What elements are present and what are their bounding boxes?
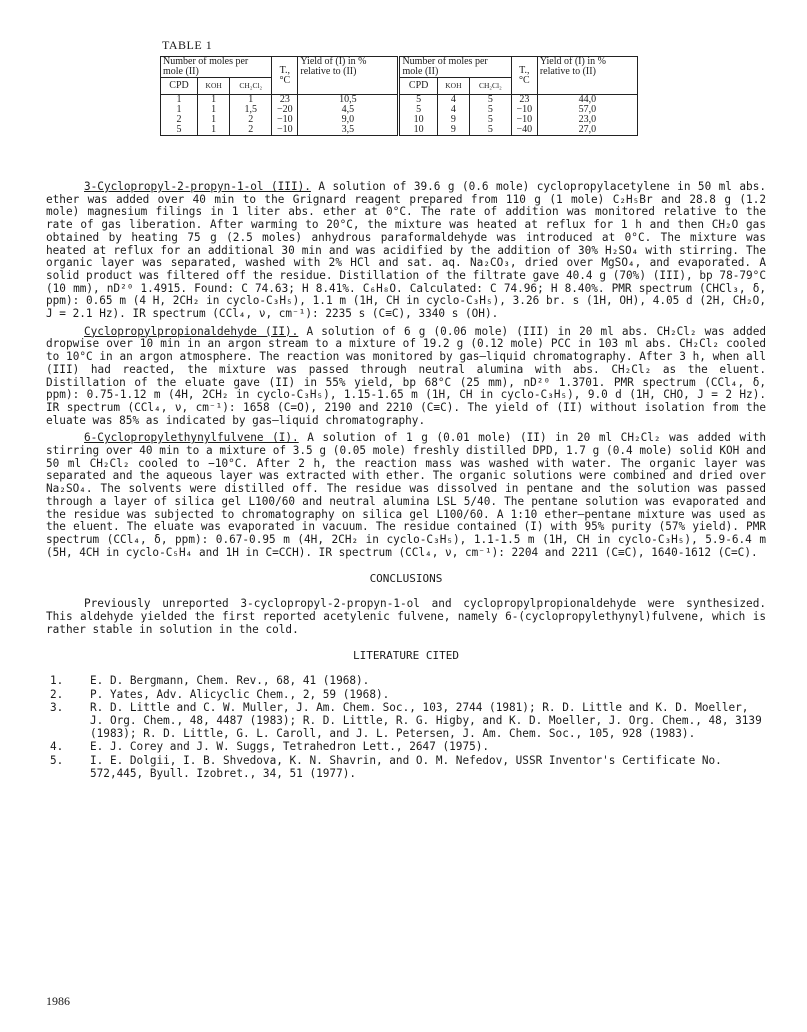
- table-cell: 57,0: [537, 105, 637, 115]
- section-text: A solution of 1 g (0.01 mole) (II) in 20 ml CH₂Cl₂ was added with stirring over 40 min to a mixture of 3.5 g (0.05 mole) freshly distilled DPD, 1.7 g (0.4 mole) solid KOH and 50 ml CH₂Cl₂ cooled to −10°C. After 2 h, the reaction mass was washed with water. The organic layer was separated and the aqueous layer was extracted with ether. The organic solutions were combined and dried over Na₂SO₄. The solvents were distilled off. The residue was dissolved in pentane and the solution was passed through a layer of silica gel L100/60 and neutral alumina LSL 5/40. The pentane solution was evaporated and the residue was subjected to chromatography on silica gel L100/60. A 1:10 ether–pentane mixture was used as the eluent. The eluate was evaporated in vacuum. The residue contained (I) with 95% purity (57% yield). PMR spectrum (CCl₄, δ, ppm): 0.67-0.95 m (4H, 2CH₂ in cyclo-C₃H₅), 1.1-1.5 m (1H, CH in cyclo-C₃H₅), 5.9-6.4 m (5H, 4CH in cyclo-C₅H₄ and 1H in C=CCH). IR spectrum (CCl₄, ν, cm⁻¹): 2204 and 2211 (C≡C), 1640-1612 (C=C).: [46, 431, 766, 559]
- table-cell: 10: [399, 125, 437, 136]
- table-cell: 5: [399, 105, 437, 115]
- reference-item: [46, 702, 766, 740]
- yield-header-right: Yield of (I) in % relative to (II): [537, 57, 637, 95]
- table-cell: 9,0: [298, 115, 399, 125]
- reference-text: P. Yates, Adv. Alicyclic Chem., 2, 59 (1968).: [90, 687, 390, 701]
- literature-heading: LITERATURE CITED: [353, 649, 459, 663]
- cpd-header-right: CPD: [399, 78, 437, 95]
- reference-text: E. J. Corey and J. W. Suggs, Tetrahedron Lett., 2647 (1975).: [90, 740, 490, 754]
- reference-item: [46, 741, 766, 754]
- conclusions-heading: CONCLUSIONS: [369, 572, 443, 586]
- table-caption: TABLE 1: [162, 38, 213, 52]
- section-title: 3-Cyclopropyl-2-propyn-1-ol (III).: [84, 180, 311, 193]
- table-cell: 1: [198, 95, 230, 106]
- table-cell: 1: [161, 105, 198, 115]
- temp-header-right: T., °C: [511, 57, 537, 95]
- table-cell: 27,0: [537, 125, 637, 136]
- table-cell: 5: [161, 125, 198, 136]
- table-cell: 2: [161, 115, 198, 125]
- reference-number: 2.: [50, 687, 64, 701]
- table-row: [161, 105, 638, 115]
- table-cell: 23,0: [537, 115, 637, 125]
- section-text: A solution of 6 g (0.06 mole) (III) in 20 ml abs. CH₂Cl₂ was added dropwise over 10 min in an argon stream to a mixture of 19.2 g (0.12 mole) PCC in 103 ml abs. CH₂Cl₂ cooled to 10°C in an argon atmosphere. The reaction was monitored by gas–liquid chromatography. After 3 h, when all (III) had reacted, the mixture was passed through neutral alumina with abs. CH₂Cl₂ as the eluent. Distillation of the eluate gave (II) in 55% yield, bp 68°C (25 mm), nD²⁰ 1.3701. PMR spectrum (CCl₄, δ, ppm): 0.75-1.12 m (4H, 2CH₂ in cyclo-C₃H₅), 1.15-1.65 m (1H, CH in cyclo-C₃H₅), 9.0 d (1H, CHO, J = 2 Hz). IR spectrum (CCl₄, ν, cm⁻¹): 1658 (C=O), 2190 and 2210 (C≡C). The yield of (II) without isolation from the eluate was 85% as indicated by gas–liquid chromatography.: [46, 324, 767, 427]
- table-cell: 23: [511, 95, 537, 106]
- table-cell: 5: [469, 125, 511, 136]
- reference-item: [46, 675, 766, 688]
- section-title: 6-Cyclopropylethynylfulvene (I).: [84, 431, 299, 445]
- table-row: [161, 115, 638, 125]
- reference-item: [46, 689, 766, 702]
- moles-group-header-left: Number of moles per mole (II): [161, 57, 272, 78]
- table-cell: 1: [198, 105, 230, 115]
- table-cell: 3,5: [298, 125, 399, 136]
- results-table: [160, 56, 638, 136]
- table-cell: 9: [437, 115, 469, 125]
- table-row: [161, 125, 638, 136]
- reference-number: 5.: [50, 754, 64, 768]
- reference-text: R. D. Little and C. W. Muller, J. Am. Chem. Soc., 103, 2744 (1981); R. D. Little and K. D. Moeller, J. Org. Chem., 48, 4487 (1983); R. D. Little, R. G. Higby, and K. D. Moeller, J. Org. Chem., 48, 3139 (1983); R. D. Little, G. L. Caroll, and J. L. Petersen, J. Am. Chem. Soc., 105, 928 (1983).: [90, 701, 762, 740]
- koh-header-right: KOH: [437, 78, 469, 95]
- cpd-header-left: CPD: [161, 78, 198, 95]
- reference-list: [46, 675, 766, 781]
- section-paragraph: [46, 432, 766, 559]
- table-cell: −10: [272, 125, 298, 136]
- table-cell: 44,0: [537, 95, 637, 106]
- table-cell: 1: [198, 125, 230, 136]
- table-cell: 10: [399, 115, 437, 125]
- yield-header-left: Yield of (I) in % relative to (II): [298, 57, 399, 95]
- ch2cl2-header-left: CH₂Cl₂: [230, 78, 272, 95]
- table-cell: 4: [437, 95, 469, 106]
- table-cell: −10: [511, 105, 537, 115]
- table-cell: 2: [230, 115, 272, 125]
- section-text: A solution of 39.6 g (0.6 mole) cyclopropylacetylene in 50 ml abs. ether was added over 40 min to the Grignard reagent prepared from 110 g (1 mole) C₂H₅Br and 28.8 g (1.2 mole) magnesium filings in 1 liter abs. ether at 0°C. The rate of addition was monitored relative to the rate of gas liberation. After warming to 20°C, the mixture was heated at reflux for 1 h and then CH₂O gas obtained by heating 75 g (2.5 moles) anhydrous paraformaldehyde was introduced at 0°C. The mixture was heated at reflux for an additional 30 min and was acidified by the addition of 30% H₂SO₄ with stirring. The organic layer was separated, washed with 2% HCl and sat. aq. Na₂CO₃, dried over MgSO₄, and evaporated. A solid product was filtered off the residue. Distillation of the filtrate gave 40.4 g (70%) (III), bp 78-79°C (10 mm), nD²⁰ 1.4915. Found: C 74.63; H 8.41%. C₆H₈O. Calculated: C 74.96; H 8.40%. PMR spectrum (CHCl₃, δ, ppm): 0.65 m (4 H, 2CH₂ in cyclo-C₃H₅), 1.1 m (1H, CH in cyclo-C₃H₅), 3.26 br. s (1H, OH), 4.05 d (2H, CH₂O, J = 2.1 Hz). IR spectrum (CCl₄, ν, cm⁻¹): 2235 s (C≡C), 3340 s (OH).: [46, 180, 767, 321]
- table-cell: 4,5: [298, 105, 399, 115]
- table-cell: 23: [272, 95, 298, 106]
- section-paragraph: [46, 326, 766, 428]
- table-cell: 5: [469, 115, 511, 125]
- table-cell: 1: [198, 115, 230, 125]
- reference-number: 3.: [50, 701, 64, 715]
- reference-number: 4.: [50, 740, 64, 754]
- table-cell: 9: [437, 125, 469, 136]
- table-cell: 10,5: [298, 95, 399, 106]
- reference-text: I. E. Dolgii, I. B. Shvedova, K. N. Shavrin, and O. M. Nefedov, USSR Inventor's Certificate No. 572,445, Byull. Izobret., 34, 51 (1977).: [90, 754, 722, 780]
- table-cell: 5: [469, 105, 511, 115]
- reference-text: E. D. Bergmann, Chem. Rev., 68, 41 (1968).: [90, 673, 370, 687]
- koh-header-left: KOH: [198, 78, 230, 95]
- table-cell: −10: [272, 115, 298, 125]
- article-body: [46, 181, 766, 782]
- section-paragraph: [46, 181, 766, 321]
- conclusions-paragraph: Previously unreported 3-cyclopropyl-2-propyn-1-ol and cyclopropylpropionaldehyde were synthesized. This aldehyde yielded the first reported acetylenic fulvene, namely 6-(cyclopropylethynyl)fulvene, which is rather stable in solution in the cold.: [46, 597, 766, 636]
- ch2cl2-header-right: CH₂Cl₂: [469, 78, 511, 95]
- table-row: [161, 95, 638, 106]
- table-cell: 5: [399, 95, 437, 106]
- table-cell: −20: [272, 105, 298, 115]
- table-cell: −40: [511, 125, 537, 136]
- temp-header-left: T., °C: [272, 57, 298, 95]
- section-title: Cyclopropylpropionaldehyde (II).: [84, 324, 299, 338]
- table-cell: 1,5: [230, 105, 272, 115]
- table-cell: 2: [230, 125, 272, 136]
- table-cell: 5: [469, 95, 511, 106]
- page-number: 1986: [46, 994, 70, 1008]
- table-cell: 1: [161, 95, 198, 106]
- moles-group-header-right: Number of moles per mole (II): [399, 57, 511, 78]
- table-cell: −10: [511, 115, 537, 125]
- table-cell: 4: [437, 105, 469, 115]
- reference-item: [46, 755, 766, 780]
- reference-number: 1.: [50, 673, 64, 687]
- table-cell: 1: [230, 95, 272, 106]
